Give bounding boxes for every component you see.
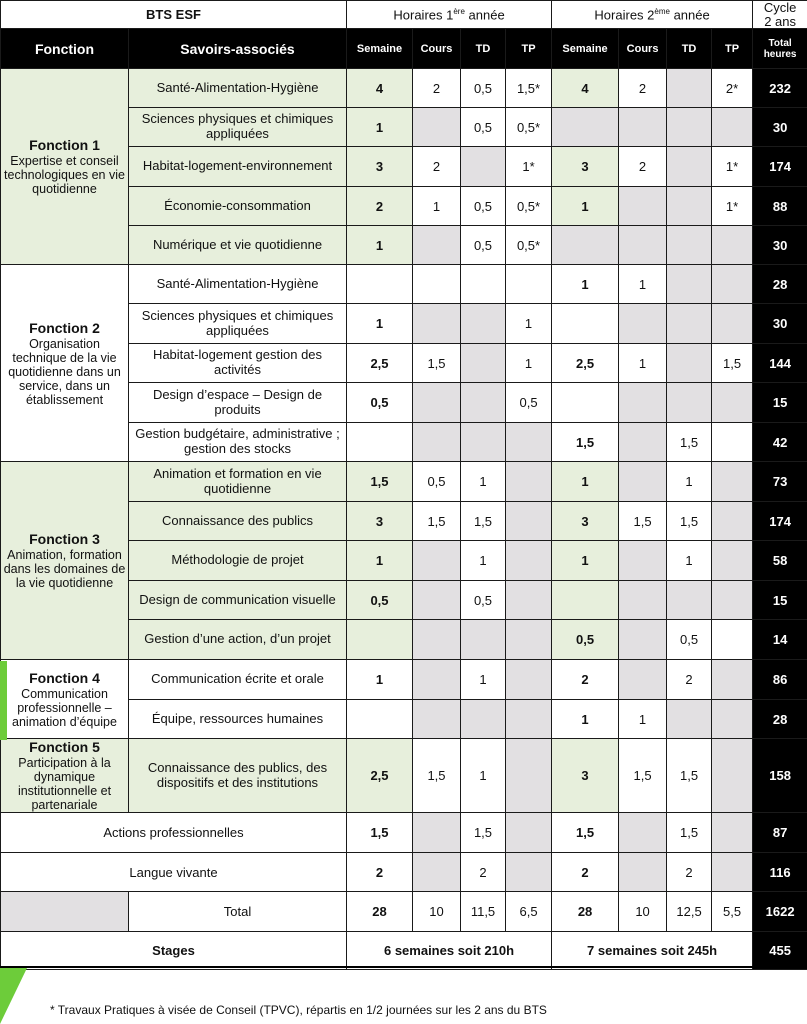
cours-1-cell bbox=[413, 265, 461, 304]
tp-2-cell: 1* bbox=[712, 187, 753, 226]
total-value: 28 bbox=[347, 892, 413, 932]
value-cell bbox=[619, 853, 667, 892]
stages-label: Stages bbox=[1, 932, 347, 970]
fonction-title: Fonction 4 bbox=[29, 669, 100, 686]
savoir-associe: Sciences physiques et chimiques appliquées bbox=[129, 304, 347, 344]
tp-1-cell: 1 bbox=[506, 304, 552, 344]
fonction-cell bbox=[1, 462, 129, 660]
td-1-cell: 1 bbox=[461, 541, 506, 581]
fonction4-accent-bar bbox=[0, 661, 7, 740]
td-2-cell bbox=[667, 147, 712, 187]
td-2-cell bbox=[667, 700, 712, 739]
semaine-1-cell bbox=[347, 620, 413, 660]
value-cell: 1,5 bbox=[347, 813, 413, 853]
semaine-2-cell: 2 bbox=[552, 660, 619, 700]
semaine-2-cell: 3 bbox=[552, 502, 619, 541]
total-value: 28 bbox=[552, 892, 619, 932]
cours-1-cell: 1,5 bbox=[413, 739, 461, 813]
total-hours: 87 bbox=[753, 813, 807, 853]
cours-2-cell: 1,5 bbox=[619, 739, 667, 813]
total-hours: 14 bbox=[753, 620, 807, 660]
tp-1-cell bbox=[506, 541, 552, 581]
col-savoirs: Savoirs-associés bbox=[129, 29, 347, 69]
td-2-cell: 1 bbox=[667, 541, 712, 581]
tp-1-cell bbox=[506, 462, 552, 502]
td-1-cell: 0,5 bbox=[461, 69, 506, 108]
cours-1-cell bbox=[413, 383, 461, 423]
tp-2-cell bbox=[712, 226, 753, 265]
fonction-cell bbox=[1, 69, 129, 265]
td-1-cell bbox=[461, 344, 506, 383]
tp-1-cell bbox=[506, 502, 552, 541]
td-2-cell: 1 bbox=[667, 462, 712, 502]
semaine-2-cell bbox=[552, 304, 619, 344]
savoir-associe: Communication écrite et orale bbox=[129, 660, 347, 700]
tp-1-cell bbox=[506, 423, 552, 462]
fonction-cell bbox=[1, 660, 129, 739]
semaine-1-cell: 1,5 bbox=[347, 462, 413, 502]
tp-2-cell bbox=[712, 462, 753, 502]
td-1-cell: 1 bbox=[461, 660, 506, 700]
total-hours: 42 bbox=[753, 423, 807, 462]
semaine-2-cell bbox=[552, 581, 619, 620]
stages-year1: 6 semaines soit 210h bbox=[347, 932, 552, 970]
fonction-cell bbox=[1, 265, 129, 462]
total-hours: 116 bbox=[753, 853, 807, 892]
semaine-1-cell: 0,5 bbox=[347, 383, 413, 423]
semaine-1-cell bbox=[347, 700, 413, 739]
total-hours: 232 bbox=[753, 69, 807, 108]
total-hours: 30 bbox=[753, 226, 807, 265]
semaine-2-cell: 0,5 bbox=[552, 620, 619, 660]
td-1-cell bbox=[461, 383, 506, 423]
value-cell bbox=[506, 813, 552, 853]
td-2-cell bbox=[667, 69, 712, 108]
savoir-associe: Animation et formation en vie quotidienne bbox=[129, 462, 347, 502]
total-hours: 88 bbox=[753, 187, 807, 226]
value-cell bbox=[413, 813, 461, 853]
tp-1-cell: 1* bbox=[506, 147, 552, 187]
savoir-associe: Économie-consommation bbox=[129, 187, 347, 226]
cours-2-cell bbox=[619, 108, 667, 147]
cours-2-cell bbox=[619, 620, 667, 660]
semaine-1-cell: 2 bbox=[347, 187, 413, 226]
savoir-associe: Santé-Alimentation-Hygiène bbox=[129, 265, 347, 304]
semaine-1-cell: 1 bbox=[347, 660, 413, 700]
tp-1-cell: 1,5* bbox=[506, 69, 552, 108]
semaine-2-cell: 1 bbox=[552, 187, 619, 226]
corner-accent bbox=[0, 968, 27, 1024]
savoir-associe: Habitat-logement-environnement bbox=[129, 147, 347, 187]
cours-1-cell bbox=[413, 660, 461, 700]
cours-2-cell bbox=[619, 462, 667, 502]
total-hours: 28 bbox=[753, 265, 807, 304]
fonction-description: Expertise et conseil technologiques en vie quotidienne bbox=[4, 154, 125, 197]
cours-2-cell bbox=[619, 660, 667, 700]
col-total: Total heures bbox=[753, 29, 807, 69]
fonction-description: Organisation technique de la vie quotidienne dans un service, dans un établissement bbox=[8, 336, 121, 407]
td-2-cell bbox=[667, 383, 712, 423]
td-2-cell bbox=[667, 226, 712, 265]
value-cell bbox=[712, 853, 753, 892]
blank-cell bbox=[1, 892, 129, 932]
semaine-2-cell: 2,5 bbox=[552, 344, 619, 383]
savoir-associe: Gestion budgétaire, administrative ; gestion des stocks bbox=[129, 423, 347, 462]
semaine-2-cell: 3 bbox=[552, 147, 619, 187]
savoir-associe: Connaissance des publics, des dispositifs et des institutions bbox=[129, 739, 347, 813]
table-row bbox=[1, 265, 807, 304]
td-1-cell: 1,5 bbox=[461, 502, 506, 541]
total-hours: 144 bbox=[753, 344, 807, 383]
semaine-1-cell bbox=[347, 423, 413, 462]
value-cell bbox=[506, 853, 552, 892]
column-header-row bbox=[1, 29, 807, 69]
semaine-1-cell: 1 bbox=[347, 541, 413, 581]
td-2-cell: 0,5 bbox=[667, 620, 712, 660]
tp-2-cell bbox=[712, 108, 753, 147]
tp-1-cell: 0,5* bbox=[506, 226, 552, 265]
semaine-2-cell: 1,5 bbox=[552, 423, 619, 462]
table-row bbox=[1, 660, 807, 700]
cours-1-cell bbox=[413, 700, 461, 739]
tp-2-cell bbox=[712, 620, 753, 660]
fonction-title: Fonction 2 bbox=[29, 319, 100, 336]
semaine-2-cell: 1 bbox=[552, 265, 619, 304]
value-cell: 2 bbox=[347, 853, 413, 892]
total-row bbox=[1, 892, 807, 932]
fonction-title: Fonction 3 bbox=[29, 531, 100, 548]
cours-2-cell bbox=[619, 541, 667, 581]
semaine-2-cell bbox=[552, 108, 619, 147]
cours-2-cell: 1 bbox=[619, 344, 667, 383]
total-hours: 15 bbox=[753, 581, 807, 620]
savoir-associe: Numérique et vie quotidienne bbox=[129, 226, 347, 265]
stages-total: 455 bbox=[753, 932, 807, 970]
cours-1-cell: 1,5 bbox=[413, 502, 461, 541]
cours-2-cell bbox=[619, 304, 667, 344]
cours-2-cell bbox=[619, 226, 667, 265]
semaine-2-cell bbox=[552, 383, 619, 423]
tp-2-cell bbox=[712, 739, 753, 813]
semaine-2-cell: 1 bbox=[552, 462, 619, 502]
cours-1-cell bbox=[413, 423, 461, 462]
bottom-rule bbox=[0, 966, 807, 968]
tp-2-cell bbox=[712, 660, 753, 700]
td-1-cell bbox=[461, 304, 506, 344]
td-2-cell: 1,5 bbox=[667, 502, 712, 541]
td-1-cell bbox=[461, 147, 506, 187]
tp-1-cell bbox=[506, 739, 552, 813]
savoir-associe: Connaissance des publics bbox=[129, 502, 347, 541]
tp-2-cell bbox=[712, 304, 753, 344]
cours-1-cell bbox=[413, 620, 461, 660]
year2-header: Horaires 2ème année bbox=[552, 1, 753, 29]
savoir-associe: Santé-Alimentation-Hygiène bbox=[129, 69, 347, 108]
td-1-cell: 1 bbox=[461, 462, 506, 502]
fonction-title: Fonction 1 bbox=[29, 137, 100, 154]
cours-1-cell bbox=[413, 541, 461, 581]
year1-header: Horaires 1ère année bbox=[347, 1, 552, 29]
savoir-associe: Équipe, ressources humaines bbox=[129, 700, 347, 739]
cours-2-cell: 1,5 bbox=[619, 502, 667, 541]
cours-1-cell: 2 bbox=[413, 69, 461, 108]
value-cell bbox=[413, 853, 461, 892]
table-title: BTS ESF bbox=[1, 1, 347, 29]
semaine-1-cell: 2,5 bbox=[347, 739, 413, 813]
col-semaine-2: Semaine bbox=[552, 29, 619, 69]
total-hours: 174 bbox=[753, 147, 807, 187]
semaine-1-cell: 2,5 bbox=[347, 344, 413, 383]
td-2-cell bbox=[667, 344, 712, 383]
total-hours: 73 bbox=[753, 462, 807, 502]
total-hours: 15 bbox=[753, 383, 807, 423]
extra-label: Langue vivante bbox=[1, 853, 347, 892]
tp-2-cell bbox=[712, 423, 753, 462]
total-value: 11,5 bbox=[461, 892, 506, 932]
value-cell: 2 bbox=[667, 853, 712, 892]
total-hours: 30 bbox=[753, 304, 807, 344]
cours-2-cell bbox=[619, 423, 667, 462]
extra-label: Actions professionnelles bbox=[1, 813, 347, 853]
td-2-cell: 1,5 bbox=[667, 423, 712, 462]
value-cell: 1,5 bbox=[461, 813, 506, 853]
total-value: 5,5 bbox=[712, 892, 753, 932]
td-1-cell bbox=[461, 423, 506, 462]
cours-2-cell bbox=[619, 581, 667, 620]
td-1-cell bbox=[461, 265, 506, 304]
cours-2-cell: 2 bbox=[619, 147, 667, 187]
tp-2-cell: 1,5 bbox=[712, 344, 753, 383]
td-2-cell bbox=[667, 108, 712, 147]
table-row bbox=[1, 853, 807, 892]
semaine-2-cell: 1 bbox=[552, 541, 619, 581]
semaine-2-cell: 3 bbox=[552, 739, 619, 813]
tp-2-cell bbox=[712, 700, 753, 739]
td-2-cell bbox=[667, 187, 712, 226]
col-semaine-1: Semaine bbox=[347, 29, 413, 69]
value-cell: 2 bbox=[461, 853, 506, 892]
cours-2-cell bbox=[619, 383, 667, 423]
cours-2-cell: 1 bbox=[619, 700, 667, 739]
title-row bbox=[1, 1, 807, 29]
tp-2-cell bbox=[712, 265, 753, 304]
cours-1-cell: 2 bbox=[413, 147, 461, 187]
cours-1-cell bbox=[413, 304, 461, 344]
col-cours-2: Cours bbox=[619, 29, 667, 69]
tp-1-cell bbox=[506, 660, 552, 700]
savoir-associe: Gestion d’une action, d’un projet bbox=[129, 620, 347, 660]
tp-1-cell: 0,5 bbox=[506, 383, 552, 423]
table-row bbox=[1, 813, 807, 853]
total-hours: 174 bbox=[753, 502, 807, 541]
td-2-cell bbox=[667, 581, 712, 620]
semaine-2-cell bbox=[552, 226, 619, 265]
total-value: 10 bbox=[619, 892, 667, 932]
total-hours: 58 bbox=[753, 541, 807, 581]
value-cell: 1,5 bbox=[667, 813, 712, 853]
value-cell bbox=[619, 813, 667, 853]
tp-1-cell: 0,5* bbox=[506, 187, 552, 226]
cours-1-cell bbox=[413, 108, 461, 147]
stages-row bbox=[1, 932, 807, 970]
cours-2-cell: 1 bbox=[619, 265, 667, 304]
col-td-2: TD bbox=[667, 29, 712, 69]
cours-1-cell bbox=[413, 226, 461, 265]
semaine-2-cell: 1 bbox=[552, 700, 619, 739]
td-1-cell: 0,5 bbox=[461, 187, 506, 226]
fonction-description: Communication professionnelle – animation d’équipe bbox=[12, 686, 117, 729]
semaine-1-cell: 1 bbox=[347, 108, 413, 147]
total-value: 6,5 bbox=[506, 892, 552, 932]
total-hours: 28 bbox=[753, 700, 807, 739]
semaine-1-cell: 3 bbox=[347, 147, 413, 187]
tp-2-cell bbox=[712, 383, 753, 423]
table-row bbox=[1, 739, 807, 813]
footnote: * Travaux Pratiques à visée de Conseil (TPVC), répartis en 1/2 journées sur les 2 ans du BTS bbox=[50, 1003, 547, 1017]
savoir-associe: Sciences physiques et chimiques appliquées bbox=[129, 108, 347, 147]
tp-2-cell: 1* bbox=[712, 147, 753, 187]
td-1-cell: 0,5 bbox=[461, 108, 506, 147]
cours-2-cell: 2 bbox=[619, 69, 667, 108]
savoir-associe: Méthodologie de projet bbox=[129, 541, 347, 581]
td-1-cell bbox=[461, 620, 506, 660]
col-fonction: Fonction bbox=[1, 29, 129, 69]
tp-1-cell bbox=[506, 581, 552, 620]
total-value: 12,5 bbox=[667, 892, 712, 932]
tp-1-cell bbox=[506, 700, 552, 739]
fonction-description: Participation à la dynamique institutionnelle et partenariale bbox=[17, 756, 112, 813]
td-1-cell bbox=[461, 700, 506, 739]
savoir-associe: Habitat-logement gestion des activités bbox=[129, 344, 347, 383]
fonction-cell bbox=[1, 739, 129, 813]
grand-total: 1622 bbox=[753, 892, 807, 932]
tp-1-cell: 0,5* bbox=[506, 108, 552, 147]
fonction-description: Animation, formation dans les domaines de la vie quotidienne bbox=[3, 548, 126, 591]
col-tp-2: TP bbox=[712, 29, 753, 69]
total-hours: 158 bbox=[753, 739, 807, 813]
semaine-1-cell: 4 bbox=[347, 69, 413, 108]
td-2-cell: 2 bbox=[667, 660, 712, 700]
semaine-1-cell bbox=[347, 265, 413, 304]
cours-1-cell: 1 bbox=[413, 187, 461, 226]
value-cell: 2 bbox=[552, 853, 619, 892]
col-cours-1: Cours bbox=[413, 29, 461, 69]
cours-1-cell: 1,5 bbox=[413, 344, 461, 383]
tp-2-cell bbox=[712, 581, 753, 620]
stages-year2: 7 semaines soit 245h bbox=[552, 932, 753, 970]
semaine-1-cell: 3 bbox=[347, 502, 413, 541]
td-1-cell: 0,5 bbox=[461, 581, 506, 620]
tp-1-cell bbox=[506, 265, 552, 304]
table-row bbox=[1, 462, 807, 502]
cours-1-cell: 0,5 bbox=[413, 462, 461, 502]
savoir-associe: Design d’espace – Design de produits bbox=[129, 383, 347, 423]
fonction-title: Fonction 5 bbox=[29, 739, 100, 756]
tp-1-cell bbox=[506, 620, 552, 660]
semaine-2-cell: 4 bbox=[552, 69, 619, 108]
total-value: 10 bbox=[413, 892, 461, 932]
savoir-associe: Design de communication visuelle bbox=[129, 581, 347, 620]
value-cell: 1,5 bbox=[552, 813, 619, 853]
td-2-cell: 1,5 bbox=[667, 739, 712, 813]
td-1-cell: 0,5 bbox=[461, 226, 506, 265]
total-label: Total bbox=[129, 892, 347, 932]
col-td-1: TD bbox=[461, 29, 506, 69]
col-tp-1: TP bbox=[506, 29, 552, 69]
td-1-cell: 1 bbox=[461, 739, 506, 813]
value-cell bbox=[712, 813, 753, 853]
cours-1-cell bbox=[413, 581, 461, 620]
tp-2-cell bbox=[712, 502, 753, 541]
cycle-header: Cycle 2 ans bbox=[753, 1, 807, 29]
semaine-1-cell: 0,5 bbox=[347, 581, 413, 620]
total-hours: 86 bbox=[753, 660, 807, 700]
td-2-cell bbox=[667, 304, 712, 344]
semaine-1-cell: 1 bbox=[347, 226, 413, 265]
semaine-1-cell: 1 bbox=[347, 304, 413, 344]
cours-2-cell bbox=[619, 187, 667, 226]
table-row bbox=[1, 69, 807, 108]
tp-2-cell bbox=[712, 541, 753, 581]
tp-2-cell: 2* bbox=[712, 69, 753, 108]
td-2-cell bbox=[667, 265, 712, 304]
total-hours: 30 bbox=[753, 108, 807, 147]
tp-1-cell: 1 bbox=[506, 344, 552, 383]
